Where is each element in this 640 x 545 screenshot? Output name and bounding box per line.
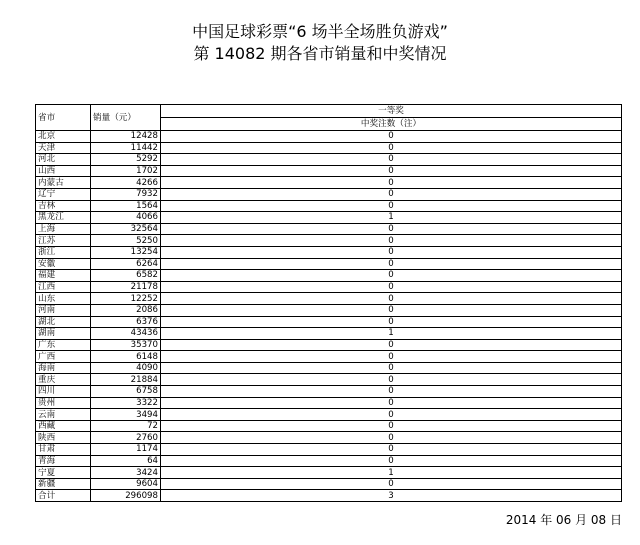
sales-cell: 3322 <box>91 397 161 409</box>
sales-cell: 1174 <box>91 444 161 456</box>
sales-cell: 12252 <box>91 293 161 305</box>
province-cell: 北京 <box>36 131 91 143</box>
province-cell: 山东 <box>36 293 91 305</box>
sales-cell: 1564 <box>91 200 161 212</box>
table-row <box>36 258 622 270</box>
winners-cell: 1 <box>161 212 622 224</box>
sales-cell: 21178 <box>91 281 161 293</box>
table-row <box>36 478 622 490</box>
table-row <box>36 420 622 432</box>
sales-cell: 4090 <box>91 362 161 374</box>
sales-cell: 64 <box>91 455 161 467</box>
winners-cell: 0 <box>161 281 622 293</box>
winners-cell: 0 <box>161 154 622 166</box>
table-row <box>36 432 622 444</box>
province-cell: 云南 <box>36 409 91 421</box>
header-prize-count: 中奖注数（注） <box>161 118 622 131</box>
sales-cell: 6148 <box>91 351 161 363</box>
winners-cell: 0 <box>161 304 622 316</box>
sales-table <box>35 104 622 502</box>
province-cell: 江苏 <box>36 235 91 247</box>
sales-cell: 35370 <box>91 339 161 351</box>
province-cell: 广西 <box>36 351 91 363</box>
province-cell: 吉林 <box>36 200 91 212</box>
winners-cell: 3 <box>161 490 622 502</box>
winners-cell: 0 <box>161 188 622 200</box>
winners-cell: 0 <box>161 235 622 247</box>
table-row <box>36 177 622 189</box>
winners-cell: 0 <box>161 420 622 432</box>
province-cell: 新疆 <box>36 478 91 490</box>
province-cell: 浙江 <box>36 246 91 258</box>
table-row <box>36 455 622 467</box>
winners-cell: 0 <box>161 223 622 235</box>
table-row <box>36 154 622 166</box>
winners-cell: 0 <box>161 246 622 258</box>
winners-cell: 0 <box>161 131 622 143</box>
province-cell: 天津 <box>36 142 91 154</box>
province-cell: 内蒙古 <box>36 177 91 189</box>
sales-cell: 296098 <box>91 490 161 502</box>
table-row <box>36 165 622 177</box>
table-row <box>36 235 622 247</box>
table-row <box>36 316 622 328</box>
report-subtitle: 第 14082 期各省市销量和中奖情况 <box>193 44 447 63</box>
sales-cell: 13254 <box>91 246 161 258</box>
table-row <box>36 304 622 316</box>
sales-cell: 4266 <box>91 177 161 189</box>
header-first-prize: 一等奖 <box>161 105 622 118</box>
table-row <box>36 328 622 340</box>
province-cell: 陕西 <box>36 432 91 444</box>
report-title: 中国足球彩票“6 场半全场胜负游戏” <box>192 22 448 41</box>
province-cell: 甘肃 <box>36 444 91 456</box>
sales-cell: 3424 <box>91 467 161 479</box>
winners-cell: 0 <box>161 362 622 374</box>
winners-cell: 0 <box>161 142 622 154</box>
sales-cell: 21884 <box>91 374 161 386</box>
winners-cell: 0 <box>161 316 622 328</box>
sales-cell: 6264 <box>91 258 161 270</box>
province-cell: 合计 <box>36 490 91 502</box>
province-cell: 河北 <box>36 154 91 166</box>
winners-cell: 0 <box>161 432 622 444</box>
sales-cell: 6376 <box>91 316 161 328</box>
sales-cell: 5250 <box>91 235 161 247</box>
sales-cell: 2086 <box>91 304 161 316</box>
winners-cell: 1 <box>161 467 622 479</box>
sales-cell: 3494 <box>91 409 161 421</box>
province-cell: 河南 <box>36 304 91 316</box>
province-cell: 湖北 <box>36 316 91 328</box>
winners-cell: 0 <box>161 293 622 305</box>
report-date: 2014 年 06 月 08 日 <box>505 513 622 527</box>
sales-cell: 7932 <box>91 188 161 200</box>
header-province: 省市 <box>36 105 91 131</box>
province-cell: 湖南 <box>36 328 91 340</box>
table-row <box>36 212 622 224</box>
province-cell: 山西 <box>36 165 91 177</box>
province-cell: 贵州 <box>36 397 91 409</box>
table-row <box>36 293 622 305</box>
sales-cell: 11442 <box>91 142 161 154</box>
winners-cell: 0 <box>161 397 622 409</box>
sales-cell: 72 <box>91 420 161 432</box>
sales-cell: 6758 <box>91 386 161 398</box>
province-cell: 上海 <box>36 223 91 235</box>
table-row <box>36 281 622 293</box>
winners-cell: 0 <box>161 200 622 212</box>
winners-cell: 0 <box>161 478 622 490</box>
winners-cell: 0 <box>161 270 622 282</box>
winners-cell: 0 <box>161 374 622 386</box>
table-row <box>36 223 622 235</box>
table-row <box>36 397 622 409</box>
sales-cell: 2760 <box>91 432 161 444</box>
province-cell: 青海 <box>36 455 91 467</box>
province-cell: 重庆 <box>36 374 91 386</box>
winners-cell: 0 <box>161 165 622 177</box>
table-row <box>36 270 622 282</box>
winners-cell: 0 <box>161 444 622 456</box>
province-cell: 黑龙江 <box>36 212 91 224</box>
header-sales: 销量（元） <box>91 105 161 131</box>
table-row <box>36 374 622 386</box>
table-row <box>36 131 622 143</box>
winners-cell: 0 <box>161 177 622 189</box>
winners-cell: 0 <box>161 258 622 270</box>
winners-cell: 0 <box>161 455 622 467</box>
province-cell: 海南 <box>36 362 91 374</box>
province-cell: 西藏 <box>36 420 91 432</box>
table-row <box>36 362 622 374</box>
winners-cell: 1 <box>161 328 622 340</box>
table-row <box>36 351 622 363</box>
winners-cell: 0 <box>161 351 622 363</box>
table-row <box>36 386 622 398</box>
table-row <box>36 409 622 421</box>
sales-cell: 4066 <box>91 212 161 224</box>
table-row <box>36 142 622 154</box>
sales-cell: 1702 <box>91 165 161 177</box>
table-body <box>36 131 622 502</box>
province-cell: 四川 <box>36 386 91 398</box>
total-row <box>36 490 622 502</box>
sales-cell: 5292 <box>91 154 161 166</box>
province-cell: 宁夏 <box>36 467 91 479</box>
province-cell: 安徽 <box>36 258 91 270</box>
sales-cell: 9604 <box>91 478 161 490</box>
table-row <box>36 200 622 212</box>
table-row <box>36 188 622 200</box>
sales-cell: 6582 <box>91 270 161 282</box>
sales-cell: 43436 <box>91 328 161 340</box>
table-row <box>36 467 622 479</box>
sales-cell: 12428 <box>91 131 161 143</box>
table-row <box>36 444 622 456</box>
province-cell: 江西 <box>36 281 91 293</box>
table-row <box>36 339 622 351</box>
table-header <box>36 105 622 131</box>
winners-cell: 0 <box>161 386 622 398</box>
winners-cell: 0 <box>161 409 622 421</box>
winners-cell: 0 <box>161 339 622 351</box>
table-row <box>36 246 622 258</box>
province-cell: 福建 <box>36 270 91 282</box>
province-cell: 辽宁 <box>36 188 91 200</box>
province-cell: 广东 <box>36 339 91 351</box>
sales-cell: 32564 <box>91 223 161 235</box>
